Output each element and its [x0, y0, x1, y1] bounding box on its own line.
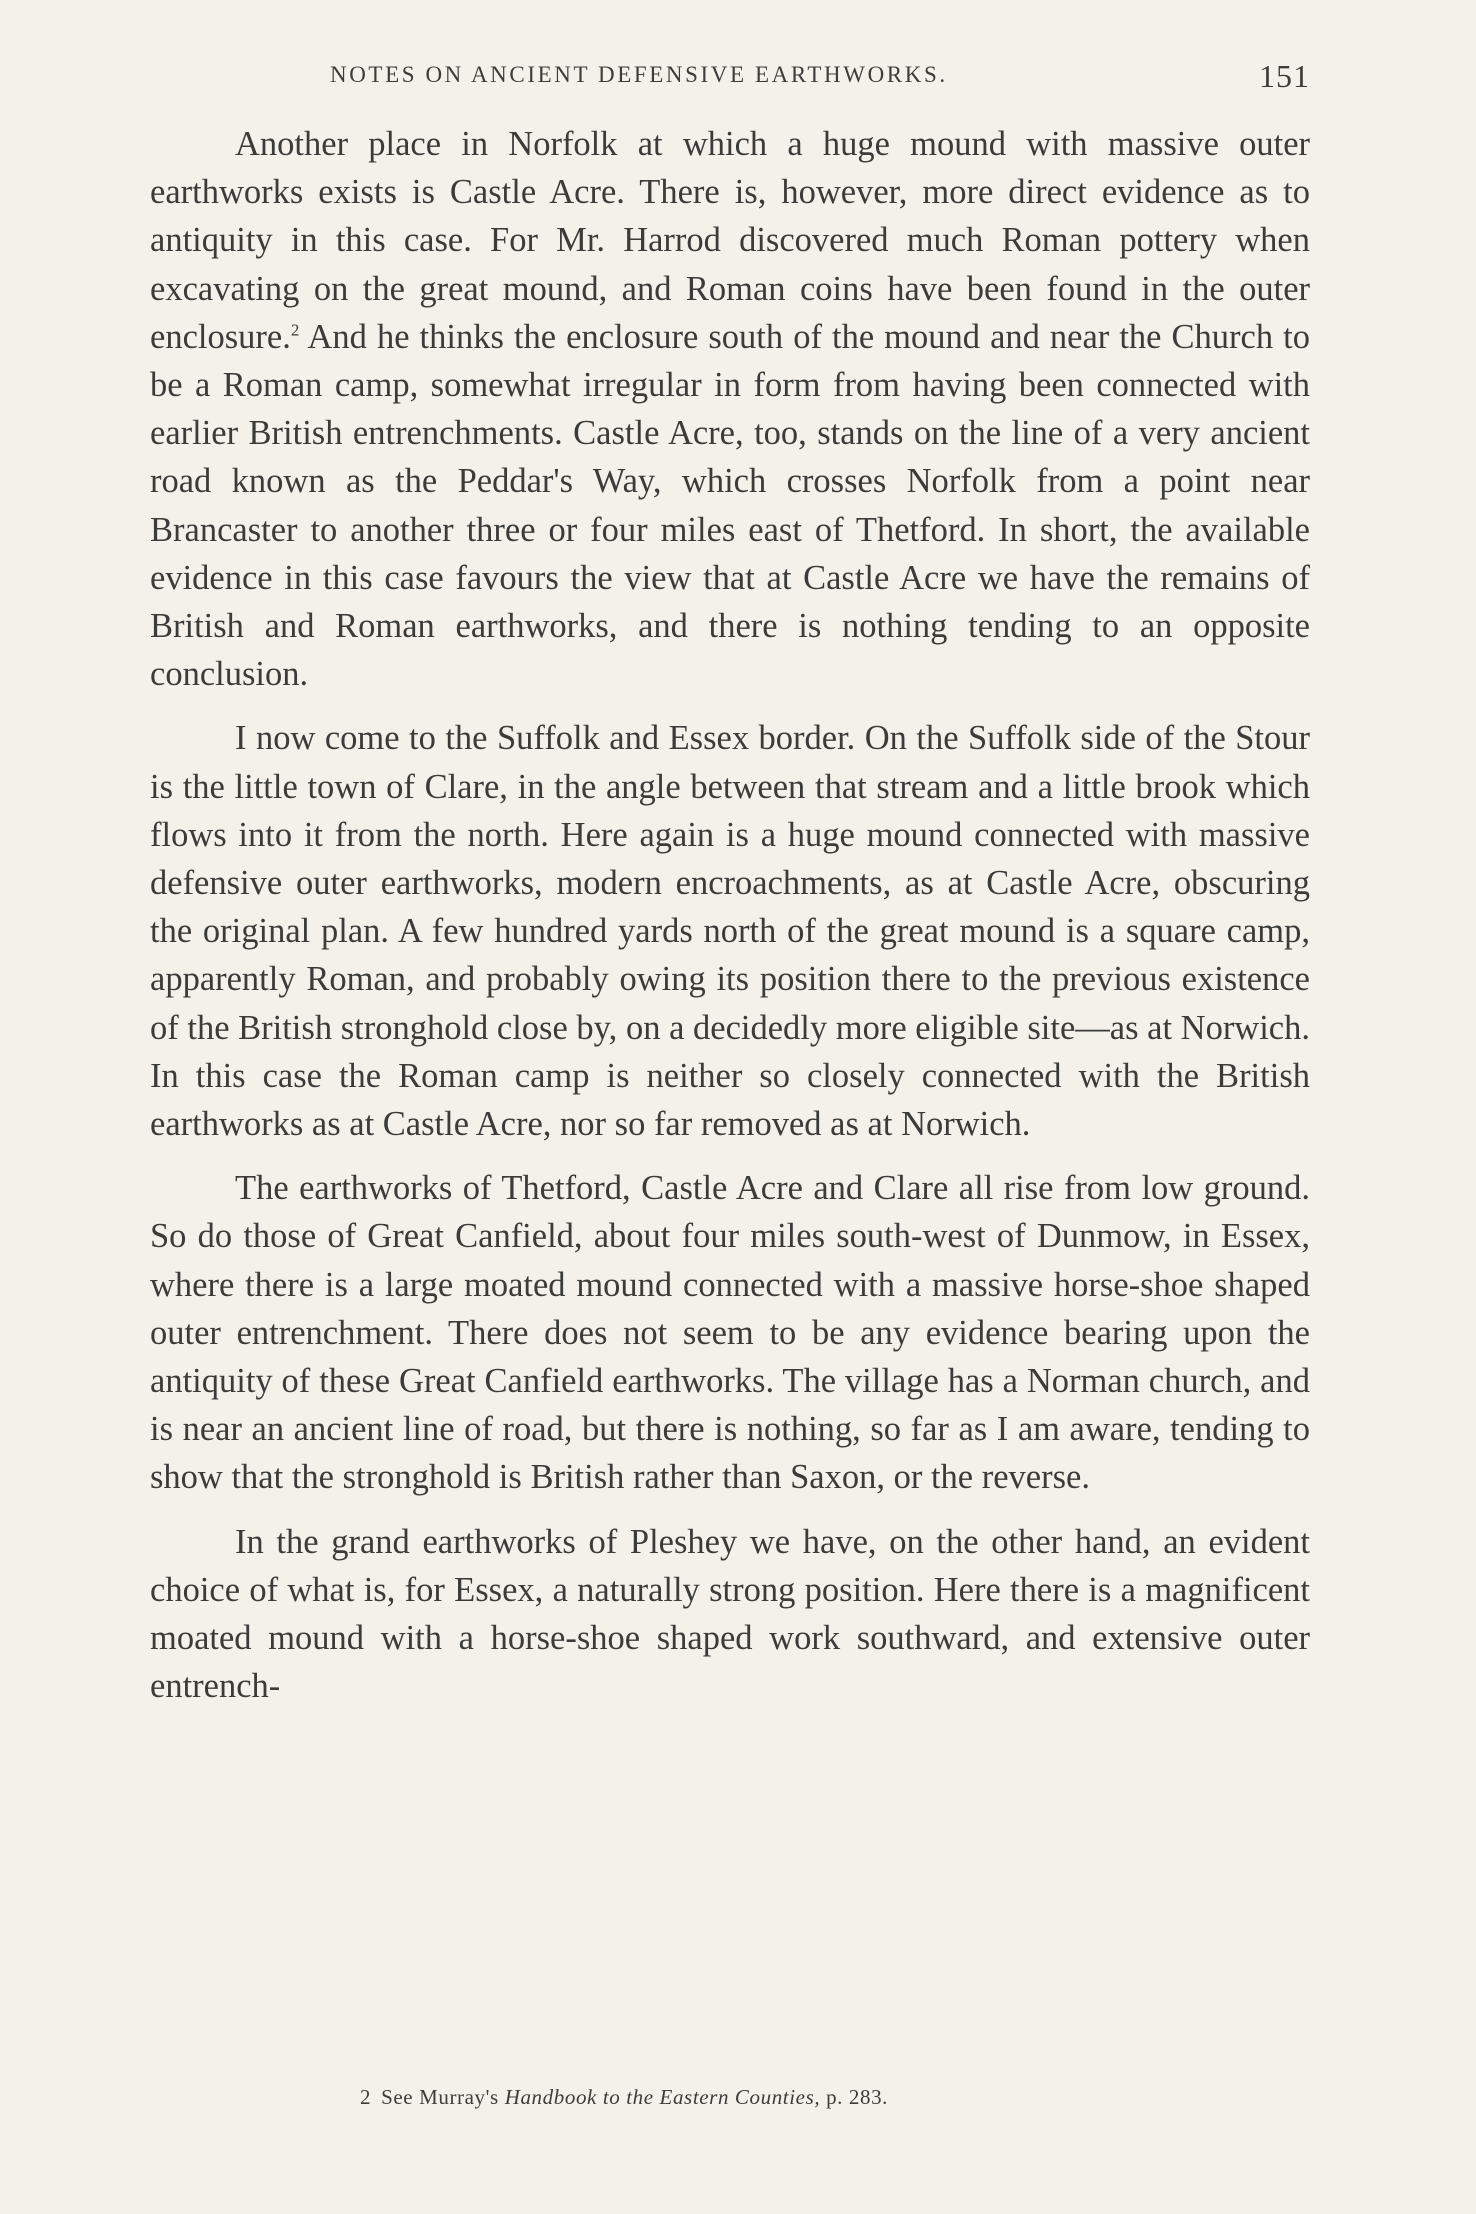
footnote-prefix: See Murray's — [381, 2085, 499, 2109]
paragraph-great-canfield: The earthworks of Thetford, Castle Acre and Clare all rise from low ground. So do those of Great Canfield, about four miles south-west of Dunmow, in Essex, where there is a large moated mound connected with a massive horse-shoe shaped outer entrenchment. There does not seem to be any evidence bearing upon the antiquity of these Great Canfield earthworks. The village has a Norman church, and is near an ancient line of road, but there is nothing, so far as I am aware, tending to show that the stronghold is British rather than Saxon, or the reverse. — [150, 1169, 1310, 1497]
footnote — [360, 2085, 888, 2110]
running-head-title: NOTES ON ANCIENT DEFENSIVE EARTHWORKS. — [330, 62, 948, 87]
book-page — [150, 58, 1310, 1727]
paragraph-castle-acre — [150, 120, 1310, 698]
footnote-page-ref: p. 283. — [826, 2085, 889, 2109]
footnote-reference: 2 — [290, 320, 300, 340]
paragraph-castle-acre-part-1: Another place in Norfolk at which a huge mound with massive outer earthworks exists is Castle Acre. There is, however, more direct evidence as to antiquity in this case. For Mr. Harrod discovered much Roman pottery when excavating on the great mound, and Roman coins have been found in the outer enclosure. — [150, 125, 1310, 356]
body-text — [150, 120, 1310, 1711]
page-number: 151 — [1259, 58, 1310, 94]
paragraph-pleshey: In the grand earthworks of Pleshey we have, on the other hand, an evident choice of what is, for Essex, a naturally strong position. Here there is a magnificent moated mound with a horse-shoe shaped work southward, and extensive outer entrench- — [150, 1522, 1310, 1706]
footnote-mark: 2 — [360, 2085, 372, 2109]
paragraph-castle-acre-part-2: And he thinks the enclosure south of the mound and near the Church to be a Roman camp, somewhat irregular in form from having been connected with earlier British entrenchments. Castle Acre, too, stands on the line of a very ancient road known as the Peddar's Way, which crosses Norfolk from a point near Brancaster to another three or four miles east of Thetford. In short, the available evidence in this case favours the view that at Castle Acre we have the remains of British and Roman earthworks, and there is nothing tending to an opposite conclusion. — [150, 317, 1310, 694]
paragraph-clare: I now come to the Suffolk and Essex border. On the Suffolk side of the Stour is the little town of Clare, in the angle between that stream and a little brook which flows into it from the north. Here again is a huge mound connected with massive defensive outer earthworks, modern encroachments, as at Castle Acre, obscuring the original plan. A few hundred yards north of the great mound is a square camp, apparently Roman, and probably owing its position there to the previous existence of the British stronghold close by, on a decidedly more eligible site—as at Norwich. In this case the Roman camp is neither so closely connected with the British earthworks as at Castle Acre, nor so far removed as at Norwich. — [150, 719, 1310, 1144]
running-head — [150, 58, 1310, 98]
footnote-book-title: Handbook to the Eastern Counties, — [504, 2085, 821, 2109]
